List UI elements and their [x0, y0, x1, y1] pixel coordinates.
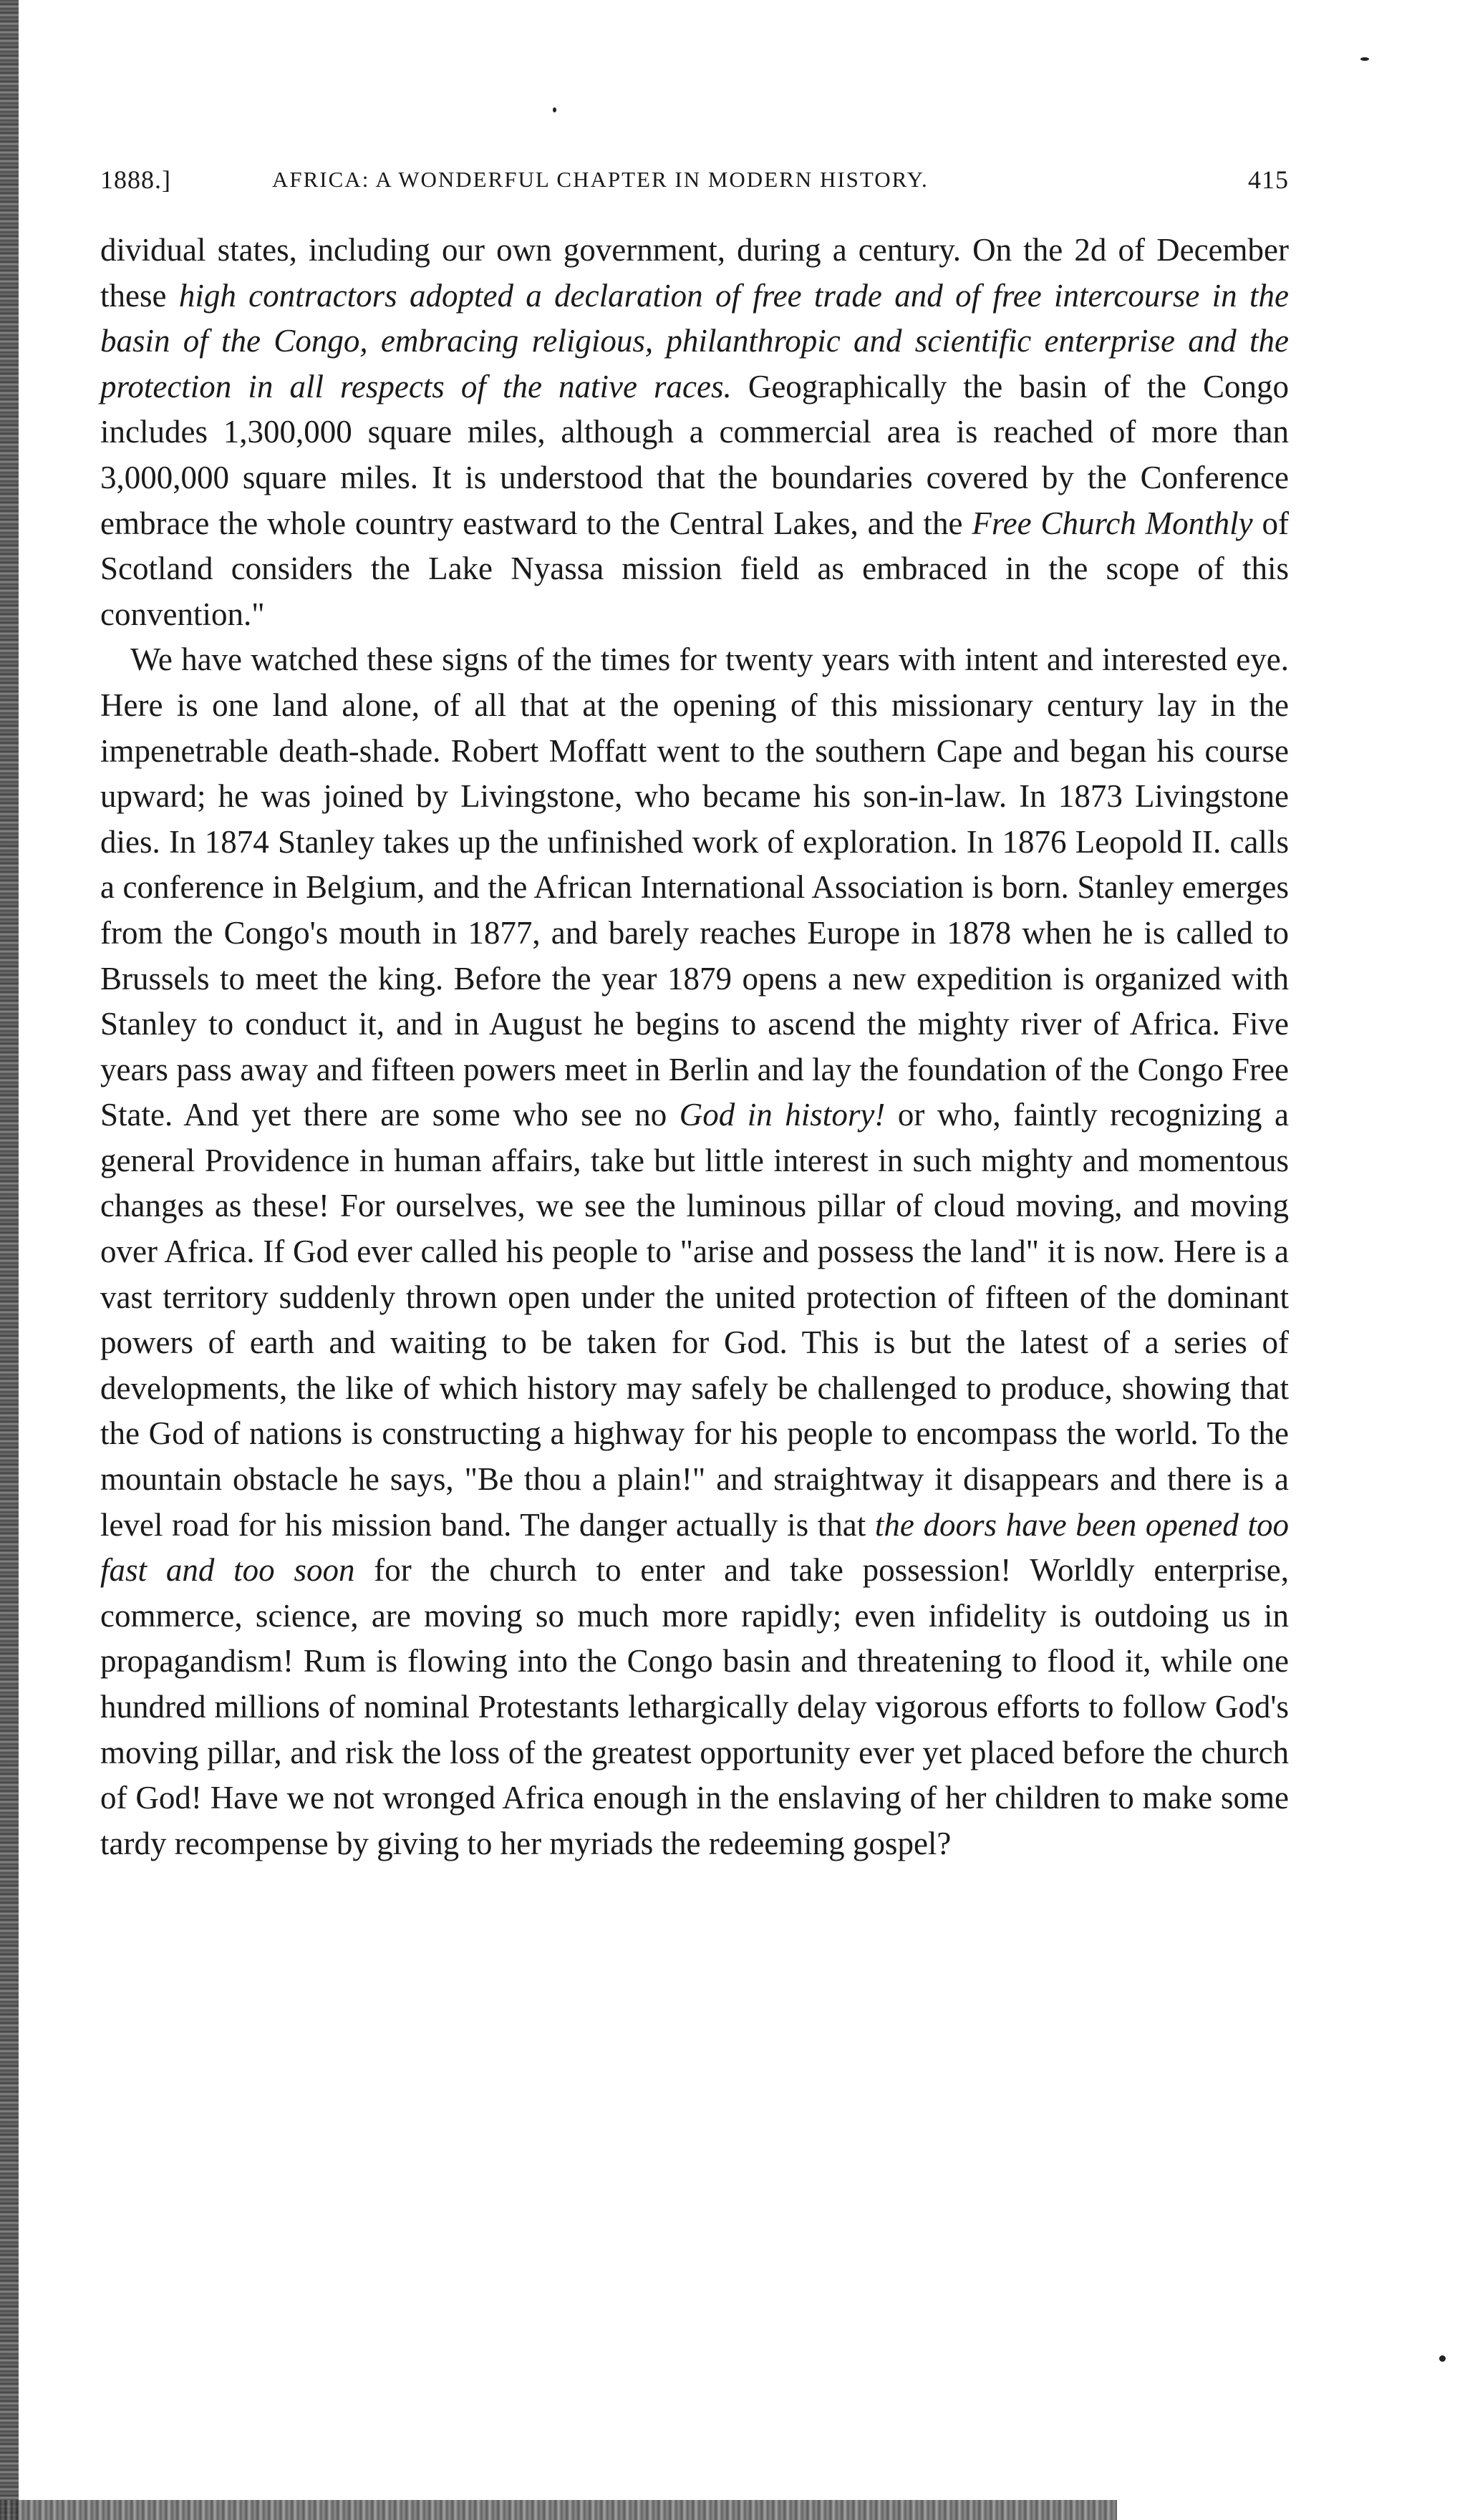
italic-run: high contractors adopted a declaration of free trade and of free intercourse in the basin of the Congo, embracing religious, philanthropic and scientific enterprise and the protection in all respects of the native races. [100, 277, 1289, 404]
text-run: for the church to enter and take possession! Worldly enterprise, commerce, science, are moving so much more rapidly; even infidelity is outdoing us in propagandism! Rum is flowing into the Congo basin and threatening to flood it, while one hundred millions of nominal Protestants lethargically delay vigorous efforts to follow God's moving pillar, and risk the loss of the greatest opportunity ever yet placed before the church of God! Have we not wronged Africa enough in the enslaving of her children to make some tardy recompense by giving to her myriads the redeeming gospel? [100, 1552, 1289, 1861]
text-run: Geographically the basin of the Congo includes 1,300,000 square miles, although a commercial area is reached of more than 3,000,000 square miles. It is understood that the boundaries covered by the Conference embrace the whole country eastward to the Central Lakes, and the [100, 368, 1289, 541]
body-text [100, 228, 1289, 1866]
page-header [100, 165, 1289, 208]
page-bottom-edge [0, 2500, 1117, 2520]
page-binding-edge [0, 0, 19, 2520]
paragraph [100, 637, 1289, 1866]
text-run: of Scotland considers the Lake Nyassa mission field as embraced in the scope of this convention." [100, 505, 1289, 632]
scan-speck [1439, 2355, 1446, 2362]
scan-speck [553, 107, 556, 112]
italic-run: Free Church Monthly [972, 505, 1253, 541]
italic-run: God in history! [679, 1097, 886, 1133]
italic-run: the doors have been opened too fast and too soon [100, 1506, 1289, 1589]
page-number: 415 [1248, 165, 1289, 194]
running-title: AFRICA: A WONDERFUL CHAPTER IN MODERN HISTORY. [272, 167, 929, 192]
scan-speck [1360, 57, 1369, 61]
header-year: 1888.] [100, 165, 171, 194]
text-run: or who, faintly recognizing a general Providence in human affairs, take but little interest in such mighty and momentous changes as these! For ourselves, we see the luminous pillar of cloud moving, and moving over Africa. If God ever called his people to "arise and possess the land" it is now. Here is a vast territory suddenly thrown open under the united protection of fifteen of the dominant powers of earth and waiting to be taken for God. This is but the latest of a series of developments, the like of which history may safely be challenged to produce, showing that the God of nations is constructing a highway for his people to encompass the world. To the mountain obstacle he says, "Be thou a plain!" and straightway it disappears and there is a level road for his mission band. The danger actually is that [100, 1097, 1289, 1543]
text-run: We have watched these signs of the times for twenty years with intent and interested eye. Here is one land alone, of all that at the opening of this missionary century lay in the impenetrable death-shade. Robert Moffatt went to the southern Cape and began his course upward; he was joined by Livingstone, who became his son-in-law. In 1873 Livingstone dies. In 1874 Stanley takes up the unfinished work of exploration. In 1876 Leopold II. calls a conference in Belgium, and the African International Association is born. Stanley emerges from the Congo's mouth in 1877, and barely reaches Europe in 1878 when he is called to Brussels to meet the king. Before the year 1879 opens a new expedition is organized with Stanley to conduct it, and in August he begins to ascend the mighty river of Africa. Five years pass away and fifteen powers meet in Berlin and lay the foundation of the Congo Free State. And yet there are some who see no [100, 641, 1289, 1133]
paragraph-continued [100, 228, 1289, 637]
text-run: dividual states, including our own government, during a century. On the 2d of December these [100, 232, 1289, 314]
